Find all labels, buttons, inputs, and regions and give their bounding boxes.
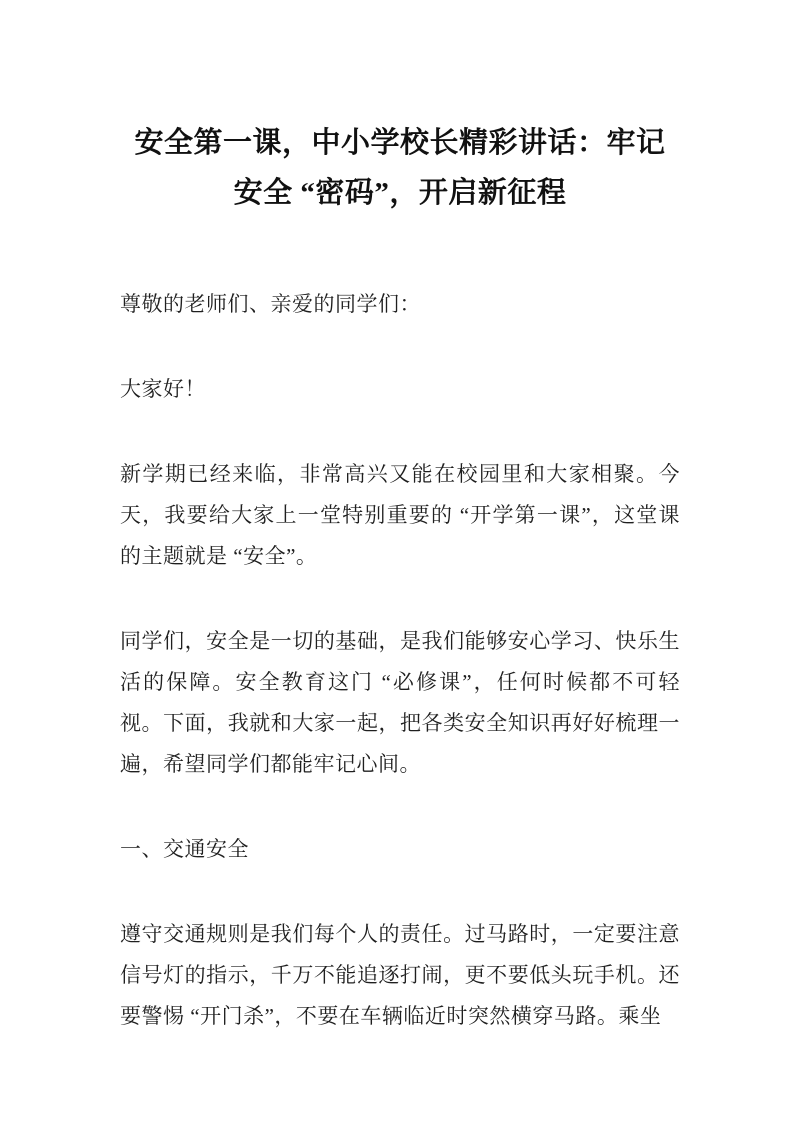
paragraph-traffic-rules: 遵守交通规则是我们每个人的责任。过马路时，一定要注意信号灯的指示，千万不能追逐打闹，更不要低头玩手机。还要警惕 “开门杀”，不要在车辆临近时突然横穿马路。乘坐 [120, 922, 680, 1028]
paragraph-safety-foundation: 同学们，安全是一切的基础，是我们能够安心学习、快乐生活的保障。安全教育这门 “必修课”，任何时候都不可轻视。下面，我就和大家一起，把各类安全知识再好好梳理一遍，希望同学们都能牢记心间。 [120, 629, 680, 776]
document-title: 安全第一课，中小学校长精彩讲话：牢记安全 “密码”，开启新征程 [134, 127, 666, 209]
salutation-line: 尊敬的老师们、亲爱的同学们： [120, 292, 421, 316]
greeting-line: 大家好！ [120, 377, 206, 401]
section-heading-traffic-safety: 一、交通安全 [120, 837, 249, 861]
paragraph-new-semester-intro: 新学期已经来临，非常高兴又能在校园里和大家相聚。今天，我要给大家上一堂特别重要的 “开学第一课”，这堂课的主题就是 “安全”。 [120, 462, 680, 568]
